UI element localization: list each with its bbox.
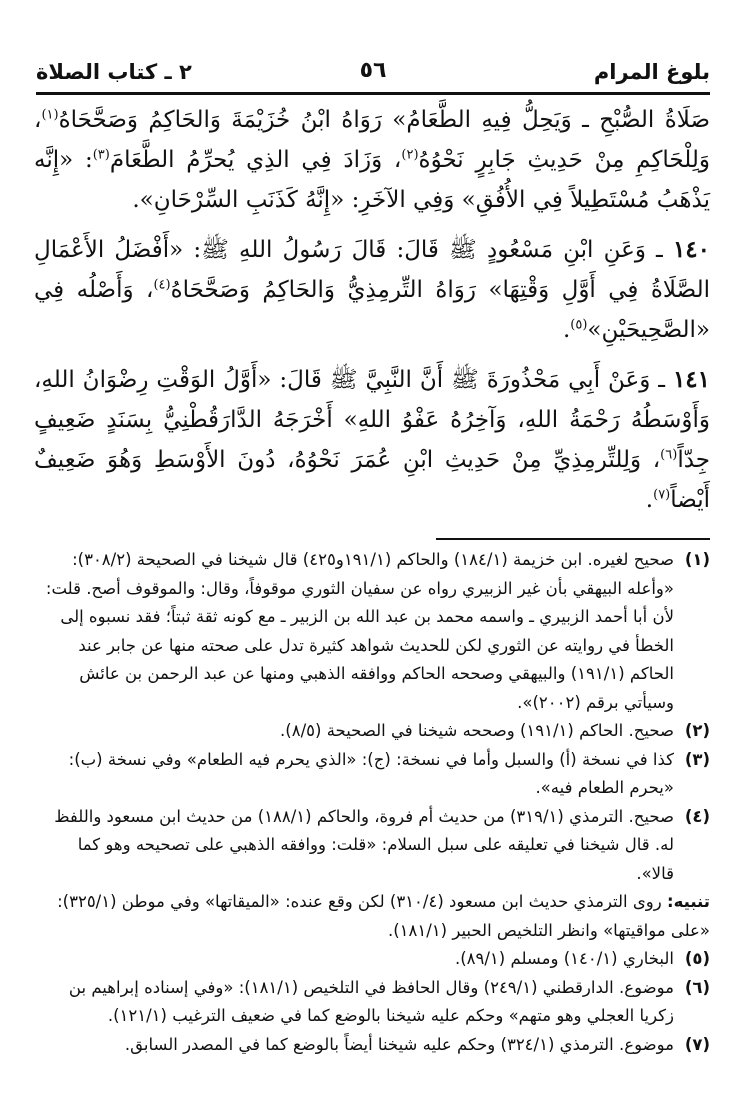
text-run: . <box>645 487 654 513</box>
footnote-number: (٣) <box>684 749 710 769</box>
footnote <box>36 746 710 803</box>
chapter-title: ٢ ـ كتاب الصلاة <box>36 60 192 84</box>
header-rule <box>36 92 710 95</box>
footnote-number: (٧) <box>684 1034 710 1054</box>
footnote-number: (١) <box>684 550 710 569</box>
footnote-number: (٥) <box>684 949 710 968</box>
hadith-140 <box>34 230 710 350</box>
footnote <box>36 945 710 974</box>
footnote-text: صحيح لغيره. ابن خزيمة (١٨٤/١) والحاكم (١٩١/١و٤٢٥) قال شيخنا في الصحيحة (٣٠٨/٢): «وأعله البيهقي بأن غير الزبيري رواه عن سفيان الثوري موقوفاً، وقال: والموقوف أصح. قلت: لأن أبا أحمد الزبيري ـ واسمه محمد بن عبد الله بن الزبير ـ مع كونه ثقة ثبتاً؛ فقد نسبوه إلى الخطأ في روايته عن الثوري لكن للحديث شواهد كثيرة تدل على صحته منها عن جابر عند الحاكم (١٩١/١) والبيهقي وصححه الحاكم ووافقه الذهبي ومنها عن عبد الرحمن بن عائش وسيأتي برقم (٢٠٠٢)». <box>45 550 674 712</box>
footnote <box>36 546 710 717</box>
page-header <box>36 56 710 92</box>
notice-label: تنبيه: <box>666 892 710 911</box>
footnote-ref[interactable]: (٥) <box>570 317 588 333</box>
footnote-separator <box>436 538 710 540</box>
footnote-ref[interactable]: (٧) <box>653 487 671 503</box>
footnote-text: كذا في نسخة (أ) والسبل وأما في نسخة: (ج): «الذي يحرم فيه الطعام» وفي نسخة (ب): «يحرم الطعام فيه». <box>68 749 674 797</box>
footnote-number: (٦) <box>684 977 710 997</box>
footnote-text: البخاري (١٤٠/١) ومسلم (٨٩/١). <box>454 949 674 968</box>
footnote-text: روى الترمذي حديث ابن مسعود (٣١٠/٤) لكن وقع عنده: «الميقاتها» وفي موطن (٣٢٥/١): «على مواقيتها» وانظر التلخيص الحبير (١٨١/١). <box>57 892 710 940</box>
footnote-ref[interactable]: (٦) <box>660 447 678 463</box>
text-run: ، وَلِلتِّرمِذِيِّ مِنْ حَدِيثِ ابْنِ عُمَرَ نَحْوُهُ، دُونَ الأَوْسَطِ وَهُوَ ضَعِيفٌ أَيْضاً <box>34 447 710 513</box>
text-run: ، وَأَصْلُه فِي «الصَّحِيحَيْنِ» <box>34 277 710 343</box>
text-run: ـ وَعَنْ أَبِي مَحْذُورَةَ ﷺ أَنَّ النَّبِيَّ ﷺ قَالَ: «أَوَّلُ الوَقْتِ رِضْوَانُ اللهِ، وَأَوْسَطُهُ رَحْمَةُ اللهِ، وَآخِرُهُ عَفْوُ اللهِ» أَخْرَجَهُ الدَّارَقُطْنِيُّ بِسَنَدٍ ضَعِيفٍ جِدّاً <box>34 367 710 473</box>
footnote-text: موضوع. الترمذي (٣٢٤/١) وحكم عليه شيخنا أيضاً بالوضع كما في المصدر السابق. <box>124 1034 674 1054</box>
footnote-ref[interactable]: (١) <box>41 107 59 123</box>
text-run: صَلَاةُ الصُّبْحِ ـ وَيَحِلُّ فِيهِ الطَّعَامُ» رَوَاهُ ابْنُ خُزَيْمَةَ وَالحَاكِمُ وَصَحَّحَاهُ <box>58 107 710 133</box>
footnote-number: (٢) <box>684 721 710 740</box>
footnote-ref[interactable]: (٤) <box>153 277 171 293</box>
hadith-number: ١٤١ <box>672 366 710 393</box>
footnote <box>36 974 710 1031</box>
book-title: بلوغ المرام <box>593 60 710 84</box>
main-text <box>34 100 710 520</box>
text-run: ، وَزَادَ فِي الذِي يُحرِّمُ الطَّعَامَ <box>109 147 402 173</box>
footnote-text: صحيح. الحاكم (١٩١/١) وصححه شيخنا في الصحيحة (٨/٥). <box>280 721 674 740</box>
footnotes <box>36 546 710 1059</box>
footnote <box>36 803 710 889</box>
page-number: ٥٦ <box>359 58 387 83</box>
footnote-text: موضوع. الدارقطني (٢٤٩/١) وقال الحافظ في التلخيص (١٨١/١): «وفي إسناده إبراهيم بن زكريا العجلي وهو متهم» وحكم عليه شيخنا بالوضع كما في ضعيف الترغيب (١٢١/١). <box>68 977 674 1025</box>
paragraph-continuation <box>34 100 710 220</box>
text-run: . <box>562 317 571 343</box>
hadith-141 <box>34 360 710 520</box>
footnote <box>36 1031 710 1060</box>
footnote-number: (٤) <box>684 806 710 826</box>
footnote-ref[interactable]: (٣) <box>92 147 110 163</box>
footnote-text: صحيح. الترمذي (٣١٩/١) من حديث أم فروة، والحاكم (١٨٨/١) من حديث ابن مسعود واللفظ له. قال شيخنا في تعليقه على سبل السلام: «قلت: ووافقه الذهبي على تصحيحه وهو كما قالا». <box>54 806 674 883</box>
text-run: ، وَلِلْحَاكِمِ مِنْ حَدِيثِ جَابِرٍ نَحْوُهُ <box>34 107 711 173</box>
footnote-notice <box>36 888 710 945</box>
footnote <box>36 717 710 746</box>
hadith-number: ١٤٠ <box>672 236 710 263</box>
text-run: : «إِنَّه يَذْهَبُ مُسْتَطِيلاً فِي الأُفُقِ» وَفِي الآخَرِ: «إِنَّهُ كَذَنَبِ السِّرْحَانِ». <box>34 147 710 213</box>
text-run: ـ وَعَنِ ابْنِ مَسْعُودٍ ﷺ قَالَ: قَالَ رَسُولُ اللهِ ﷺ: «أَفْضَلُ الأَعْمَالِ الصَّلَاةُ فِي أَوَّلِ وَقْتِهَا» رَوَاهُ التِّرمِذِيُّ وَالحَاكِمُ وَصَحَّحَاهُ <box>34 237 710 303</box>
footnote-ref[interactable]: (٢) <box>401 147 419 163</box>
